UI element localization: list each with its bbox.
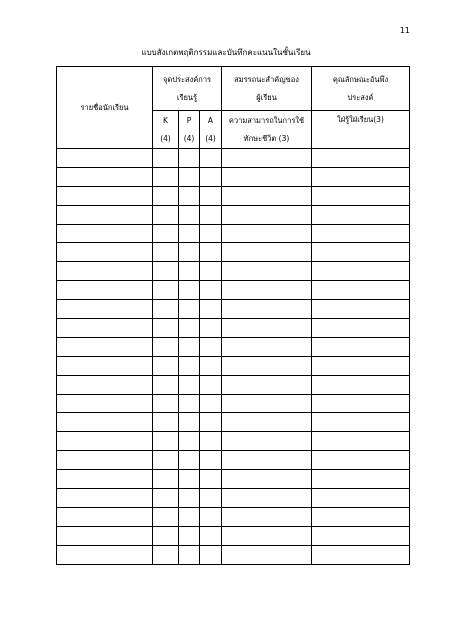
table-row xyxy=(57,224,410,243)
student-name-cell xyxy=(57,507,153,526)
characteristics-score-cell xyxy=(312,243,410,262)
a-score-cell xyxy=(200,394,222,413)
table-row xyxy=(57,356,410,375)
student-name-cell xyxy=(57,243,153,262)
student-name-header xyxy=(57,67,153,149)
table-row xyxy=(57,205,410,224)
observation-table xyxy=(56,66,410,565)
competency-score-cell xyxy=(222,432,312,451)
student-name-cell xyxy=(57,224,153,243)
a-score-cell xyxy=(200,337,222,356)
a-score-cell xyxy=(200,205,222,224)
a-score-cell xyxy=(200,451,222,470)
characteristics-score-cell xyxy=(312,319,410,338)
k-score-cell xyxy=(153,545,179,564)
competency-score-cell xyxy=(222,337,312,356)
student-name-cell xyxy=(57,167,153,186)
k-score-cell xyxy=(153,394,179,413)
student-name-cell xyxy=(57,375,153,394)
characteristics-score-cell xyxy=(312,300,410,319)
sub-header-k xyxy=(153,111,179,149)
competency-score-cell xyxy=(222,507,312,526)
characteristics-score-cell xyxy=(312,262,410,281)
p-score-cell xyxy=(179,507,200,526)
student-name-cell xyxy=(57,205,153,224)
p-score-cell xyxy=(179,337,200,356)
student-name-cell xyxy=(57,526,153,545)
a-score-cell xyxy=(200,375,222,394)
competency-score-cell xyxy=(222,186,312,205)
characteristics-sub-header xyxy=(312,111,410,149)
student-name-cell xyxy=(57,413,153,432)
k-score-cell xyxy=(153,413,179,432)
table-row xyxy=(57,243,410,262)
characteristics-score-cell xyxy=(312,281,410,300)
competency-score-cell xyxy=(222,545,312,564)
table-row xyxy=(57,262,410,281)
characteristics-score-cell xyxy=(312,356,410,375)
student-name-cell xyxy=(57,470,153,489)
p-score-cell xyxy=(179,489,200,508)
k-score-cell xyxy=(153,243,179,262)
p-score-cell xyxy=(179,413,200,432)
sub-header-k-label: K xyxy=(163,115,168,125)
characteristics-score-cell xyxy=(312,337,410,356)
student-name-cell xyxy=(57,300,153,319)
table-row xyxy=(57,186,410,205)
student-name-header-label: รายชื่อนักเรียน xyxy=(80,102,129,112)
student-name-cell xyxy=(57,356,153,375)
student-name-cell xyxy=(57,319,153,338)
a-score-cell xyxy=(200,507,222,526)
competency-sub-line-2: ทักษะชีวิต (3) xyxy=(243,133,290,143)
table-row xyxy=(57,375,410,394)
a-score-cell xyxy=(200,489,222,508)
objectives-header-line-2: เรียนรู้ xyxy=(176,92,198,102)
table-row xyxy=(57,319,410,338)
student-name-cell xyxy=(57,451,153,470)
k-score-cell xyxy=(153,526,179,545)
p-score-cell xyxy=(179,243,200,262)
competency-score-cell xyxy=(222,394,312,413)
table-row xyxy=(57,432,410,451)
k-score-cell xyxy=(153,205,179,224)
a-score-cell xyxy=(200,432,222,451)
objectives-header-line-1: จุดประสงค์การ xyxy=(162,74,212,84)
p-score-cell xyxy=(179,375,200,394)
sub-header-p xyxy=(179,111,200,149)
p-score-cell xyxy=(179,205,200,224)
competency-score-cell xyxy=(222,319,312,338)
a-score-cell xyxy=(200,243,222,262)
p-score-cell xyxy=(179,149,200,168)
competency-sub-header xyxy=(222,111,312,149)
competency-score-cell xyxy=(222,205,312,224)
p-score-cell xyxy=(179,451,200,470)
characteristics-score-cell xyxy=(312,149,410,168)
a-score-cell xyxy=(200,281,222,300)
p-score-cell xyxy=(179,356,200,375)
student-name-cell xyxy=(57,262,153,281)
p-score-cell xyxy=(179,545,200,564)
competency-score-cell xyxy=(222,470,312,489)
student-name-cell xyxy=(57,545,153,564)
a-score-cell xyxy=(200,149,222,168)
page-title: แบบสังเกตพฤติกรรมและบันทึกคะแนนในชั้นเรียน xyxy=(141,48,311,57)
k-score-cell xyxy=(153,432,179,451)
student-name-cell xyxy=(57,281,153,300)
student-name-cell xyxy=(57,337,153,356)
characteristics-score-cell xyxy=(312,224,410,243)
table-row xyxy=(57,489,410,508)
p-score-cell xyxy=(179,300,200,319)
table-row xyxy=(57,149,410,168)
a-score-cell xyxy=(200,224,222,243)
competency-score-cell xyxy=(222,167,312,186)
k-score-cell xyxy=(153,167,179,186)
k-score-cell xyxy=(153,489,179,508)
characteristics-score-cell xyxy=(312,432,410,451)
a-score-cell xyxy=(200,470,222,489)
student-name-cell xyxy=(57,149,153,168)
student-name-cell xyxy=(57,394,153,413)
k-score-cell xyxy=(153,375,179,394)
characteristics-score-cell xyxy=(312,375,410,394)
characteristics-header xyxy=(312,67,410,111)
characteristics-sub-label: ใฝ่รู้ใฝ่เรียน(3) xyxy=(337,115,384,124)
table-row xyxy=(57,413,410,432)
a-score-cell xyxy=(200,262,222,281)
competency-header xyxy=(222,67,312,111)
k-score-cell xyxy=(153,224,179,243)
k-score-cell xyxy=(153,356,179,375)
sub-header-a-label: A xyxy=(207,115,214,125)
competency-score-cell xyxy=(222,413,312,432)
characteristics-score-cell xyxy=(312,451,410,470)
k-score-cell xyxy=(153,262,179,281)
p-score-cell xyxy=(179,281,200,300)
characteristics-score-cell xyxy=(312,545,410,564)
a-score-cell xyxy=(200,167,222,186)
table-row xyxy=(57,300,410,319)
p-score-cell xyxy=(179,186,200,205)
k-score-cell xyxy=(153,149,179,168)
k-score-cell xyxy=(153,319,179,338)
table-row xyxy=(57,545,410,564)
competency-score-cell xyxy=(222,224,312,243)
competency-score-cell xyxy=(222,451,312,470)
student-name-cell xyxy=(57,186,153,205)
sub-header-a xyxy=(200,111,222,149)
student-name-cell xyxy=(57,432,153,451)
p-score-cell xyxy=(179,224,200,243)
table-row xyxy=(57,451,410,470)
characteristics-score-cell xyxy=(312,167,410,186)
table-row xyxy=(57,394,410,413)
table-row xyxy=(57,526,410,545)
k-score-cell xyxy=(153,470,179,489)
k-score-cell xyxy=(153,507,179,526)
characteristics-score-cell xyxy=(312,413,410,432)
a-score-cell xyxy=(200,300,222,319)
characteristics-score-cell xyxy=(312,489,410,508)
competency-score-cell xyxy=(222,375,312,394)
a-score-cell xyxy=(200,186,222,205)
competency-score-cell xyxy=(222,300,312,319)
p-score-cell xyxy=(179,526,200,545)
p-score-cell xyxy=(179,432,200,451)
sub-header-p-label: P xyxy=(186,115,192,125)
competency-score-cell xyxy=(222,281,312,300)
competency-score-cell xyxy=(222,356,312,375)
page-number: 11 xyxy=(399,26,410,35)
p-score-cell xyxy=(179,394,200,413)
a-score-cell xyxy=(200,545,222,564)
sub-header-p-score: (4) xyxy=(183,133,195,143)
competency-score-cell xyxy=(222,243,312,262)
competency-score-cell xyxy=(222,149,312,168)
p-score-cell xyxy=(179,262,200,281)
p-score-cell xyxy=(179,470,200,489)
k-score-cell xyxy=(153,281,179,300)
characteristics-header-line-2: ประสงค์ xyxy=(347,92,374,102)
k-score-cell xyxy=(153,337,179,356)
a-score-cell xyxy=(200,319,222,338)
objectives-header xyxy=(153,67,222,111)
sub-header-k-score: (4) xyxy=(160,133,171,143)
table-row xyxy=(57,281,410,300)
sub-header-a-score: (4) xyxy=(205,133,216,143)
competency-header-line-2: ผู้เรียน xyxy=(256,92,277,102)
student-name-cell xyxy=(57,489,153,508)
p-score-cell xyxy=(179,167,200,186)
k-score-cell xyxy=(153,300,179,319)
competency-sub-line-1: ความสามารถในการใช้ xyxy=(228,115,305,125)
characteristics-score-cell xyxy=(312,186,410,205)
table-row xyxy=(57,507,410,526)
characteristics-score-cell xyxy=(312,470,410,489)
a-score-cell xyxy=(200,356,222,375)
characteristics-score-cell xyxy=(312,394,410,413)
table-row xyxy=(57,167,410,186)
a-score-cell xyxy=(200,413,222,432)
a-score-cell xyxy=(200,526,222,545)
characteristics-score-cell xyxy=(312,526,410,545)
k-score-cell xyxy=(153,451,179,470)
competency-score-cell xyxy=(222,526,312,545)
characteristics-header-line-1: คุณลักษณะอันพึง xyxy=(332,74,389,84)
table-row xyxy=(57,337,410,356)
characteristics-score-cell xyxy=(312,507,410,526)
p-score-cell xyxy=(179,319,200,338)
competency-header-line-1: สมรรถนะสำคัญของ xyxy=(234,74,299,84)
competency-score-cell xyxy=(222,262,312,281)
k-score-cell xyxy=(153,186,179,205)
table-row xyxy=(57,470,410,489)
characteristics-score-cell xyxy=(312,205,410,224)
competency-score-cell xyxy=(222,489,312,508)
